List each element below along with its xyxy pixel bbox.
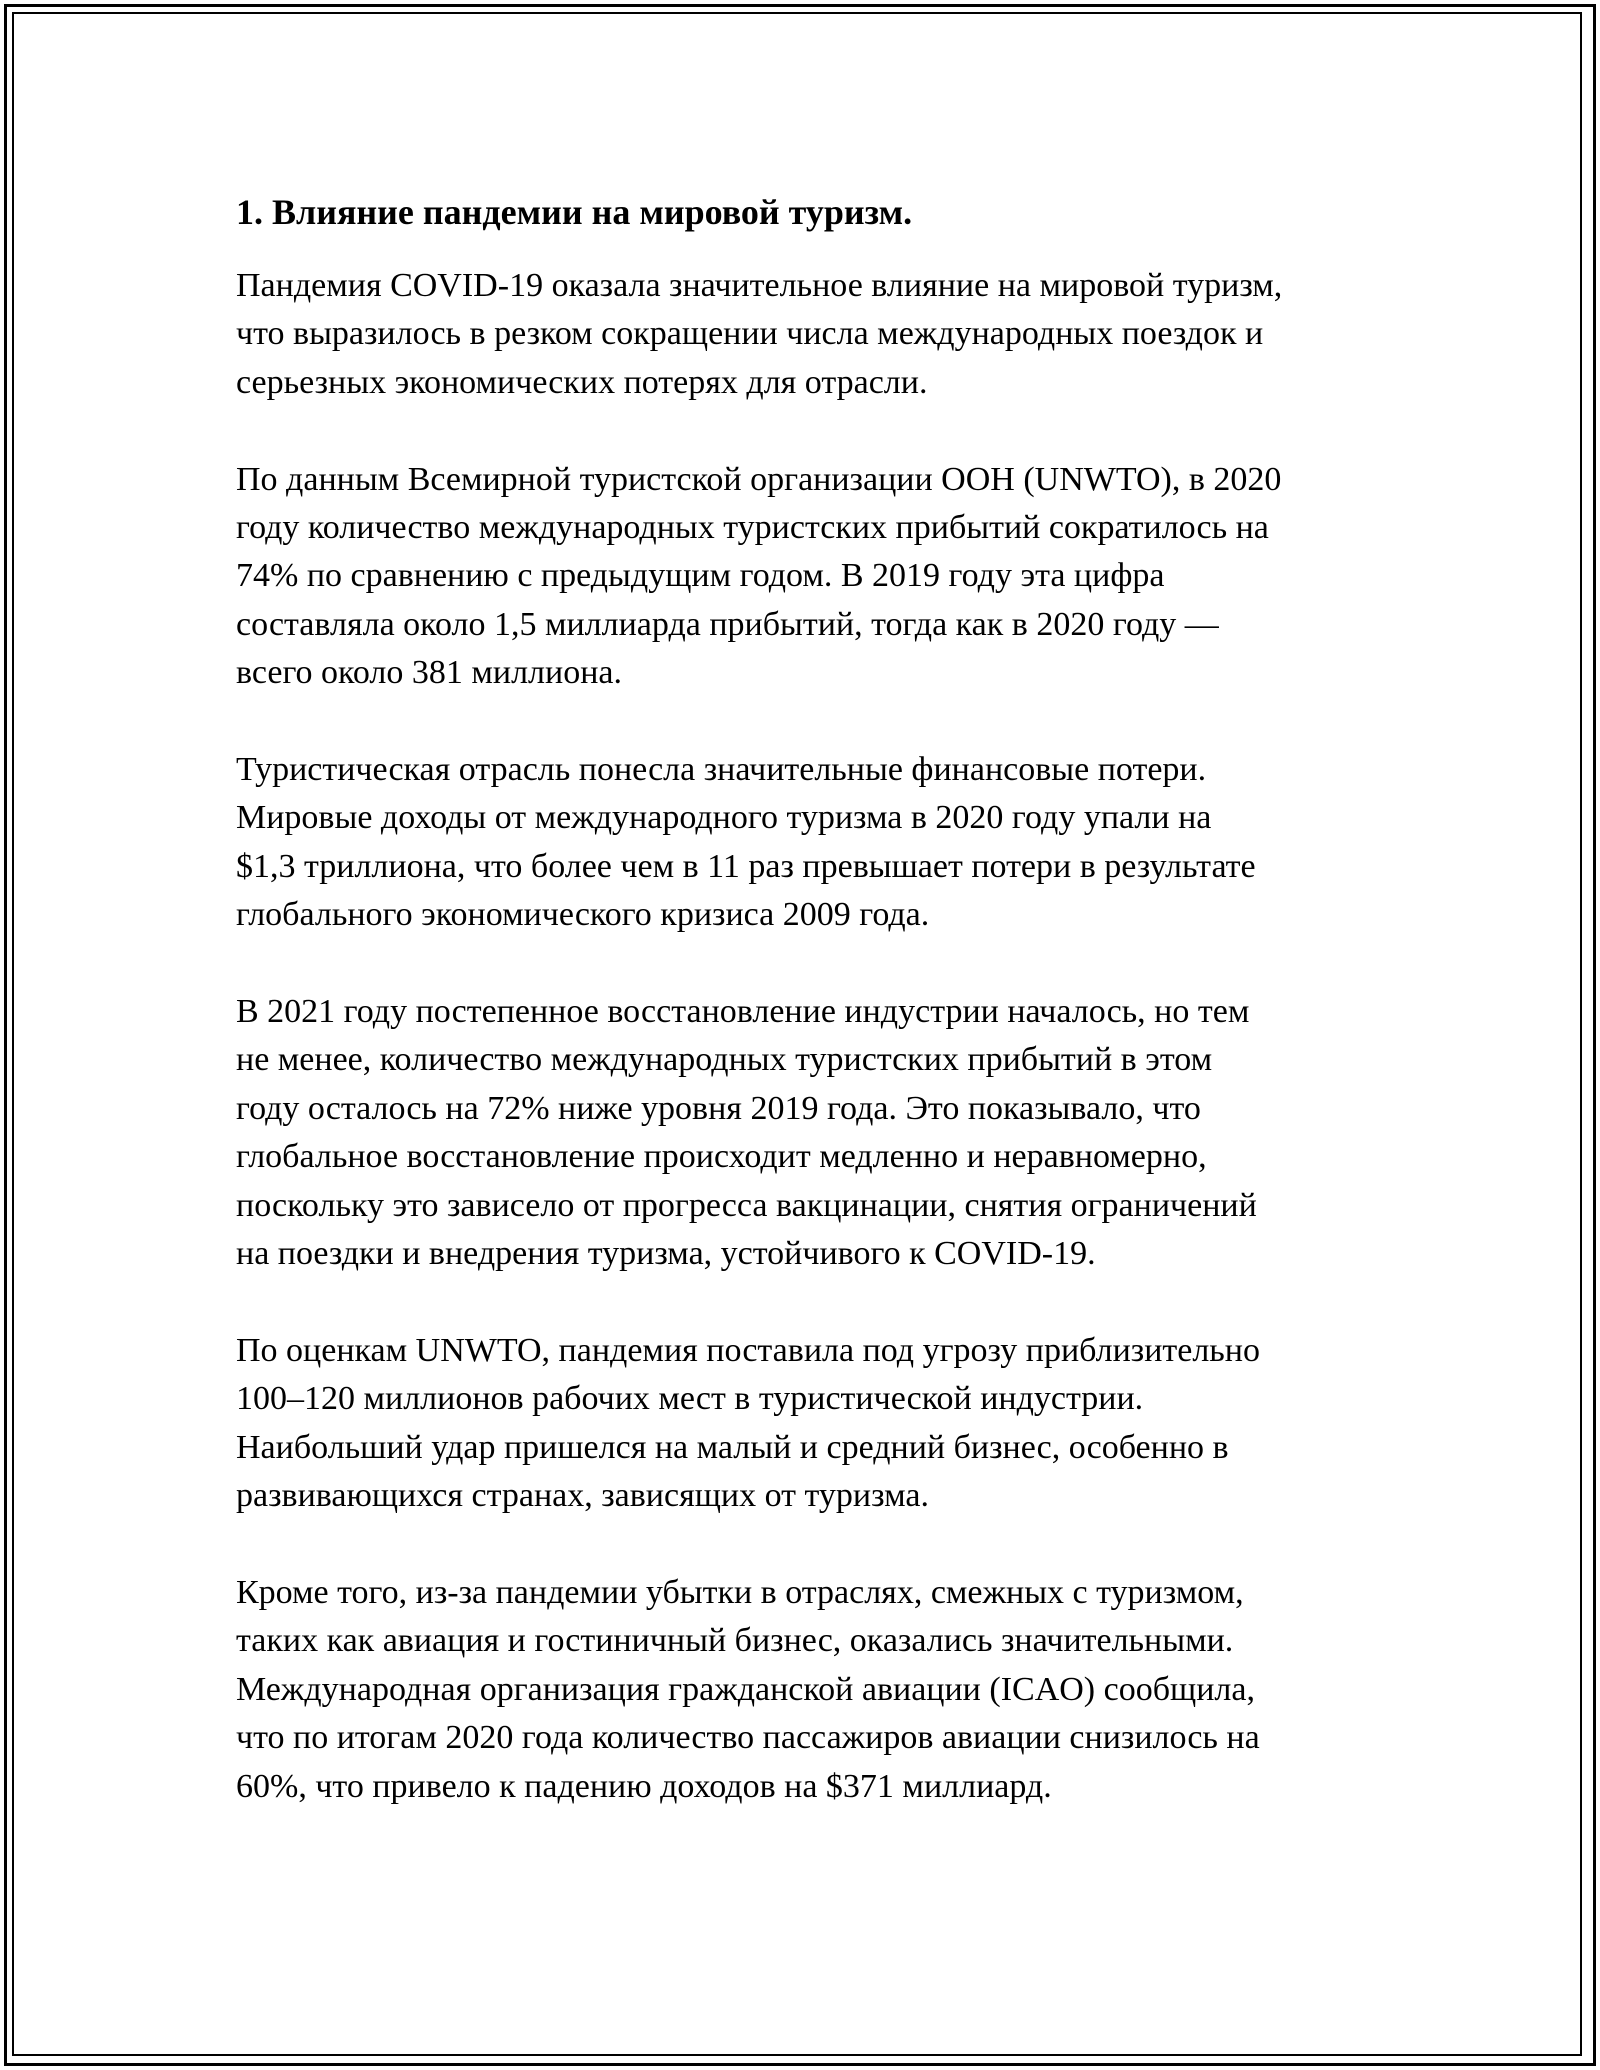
paragraph-line: таких как авиация и гостиничный бизнес, оказались значительными. [236,1622,1234,1660]
paragraph-line: В 2021 году постепенное восстановление индустрии началось, но тем [236,993,1250,1031]
paragraph-line: серьезных экономических потерях для отрасли. [236,363,928,401]
section-heading: 1. Влияние пандемии на мировой туризм. [236,192,913,232]
paragraph-line: что выразилось в резком сокращении числа международных поездок и [236,315,1264,353]
paragraph-line: Наибольший удар пришелся на малый и средний бизнес, особенно в [236,1428,1229,1466]
paragraph-line: Мировые доходы от международного туризма в 2020 году упали на [236,799,1212,837]
paragraph-line: Международная организация гражданской авиации (ICAO) сообщила, [236,1670,1255,1708]
paragraph-line: По данным Всемирной туристской организации ООН (UNWTO), в 2020 [236,460,1282,498]
paragraph-line: 100–120 миллионов рабочих мест в туристической индустрии. [236,1380,1144,1418]
paragraph-line: не менее, количество международных туристских прибытий в этом [236,1041,1213,1079]
paragraph-line: Кроме того, из-за пандемии убытки в отраслях, смежных с туризмом, [236,1573,1244,1611]
paragraph-line: на поездки и внедрения туризма, устойчивого к COVID-19. [236,1235,1096,1273]
paragraph-line: глобальное восстановление происходит медленно и неравномерно, [236,1138,1207,1176]
paragraph [236,1327,1376,1521]
paragraph-line: всего около 381 миллиона. [236,654,622,692]
paragraph [236,746,1376,940]
paragraph-line: составляла около 1,5 миллиарда прибытий, тогда как в 2020 году — [236,605,1219,643]
paragraph-line: развивающихся странах, зависящих от туризма. [236,1477,929,1515]
paragraph-line: глобального экономического кризиса 2009 года. [236,896,930,934]
paragraph-list [236,262,1376,1811]
paragraph-line: поскольку это зависело от прогресса вакцинации, снятия ограничений [236,1186,1257,1224]
paragraph-line: По оценкам UNWTO, пандемия поставила под угрозу приблизительно [236,1331,1261,1369]
paragraph-line: Туристическая отрасль понесла значительные финансовые потери. [236,751,1207,789]
paragraph [236,988,1376,1278]
paragraph [236,262,1376,407]
paragraph-line: $1,3 триллиона, что более чем в 11 раз превышает потери в результате [236,847,1256,885]
paragraph-line: Пандемия COVID-19 оказала значительное влияние на мировой туризм, [236,267,1283,304]
paragraph-line: 60%, что привело к падению доходов на $371 миллиард. [236,1767,1052,1805]
paragraph-line: что по итогам 2020 года количество пассажиров авиации снизилось на [236,1719,1260,1757]
document-body [236,188,1376,1859]
paragraph [236,1569,1376,1811]
paragraph-line: году осталось на 72% ниже уровня 2019 года. Это показывало, что [236,1089,1201,1127]
paragraph-line: 74% по сравнению с предыдущим годом. В 2019 году эта цифра [236,557,1165,595]
paragraph [236,456,1376,698]
paragraph-line: году количество международных туристских прибытий сократилось на [236,509,1269,547]
